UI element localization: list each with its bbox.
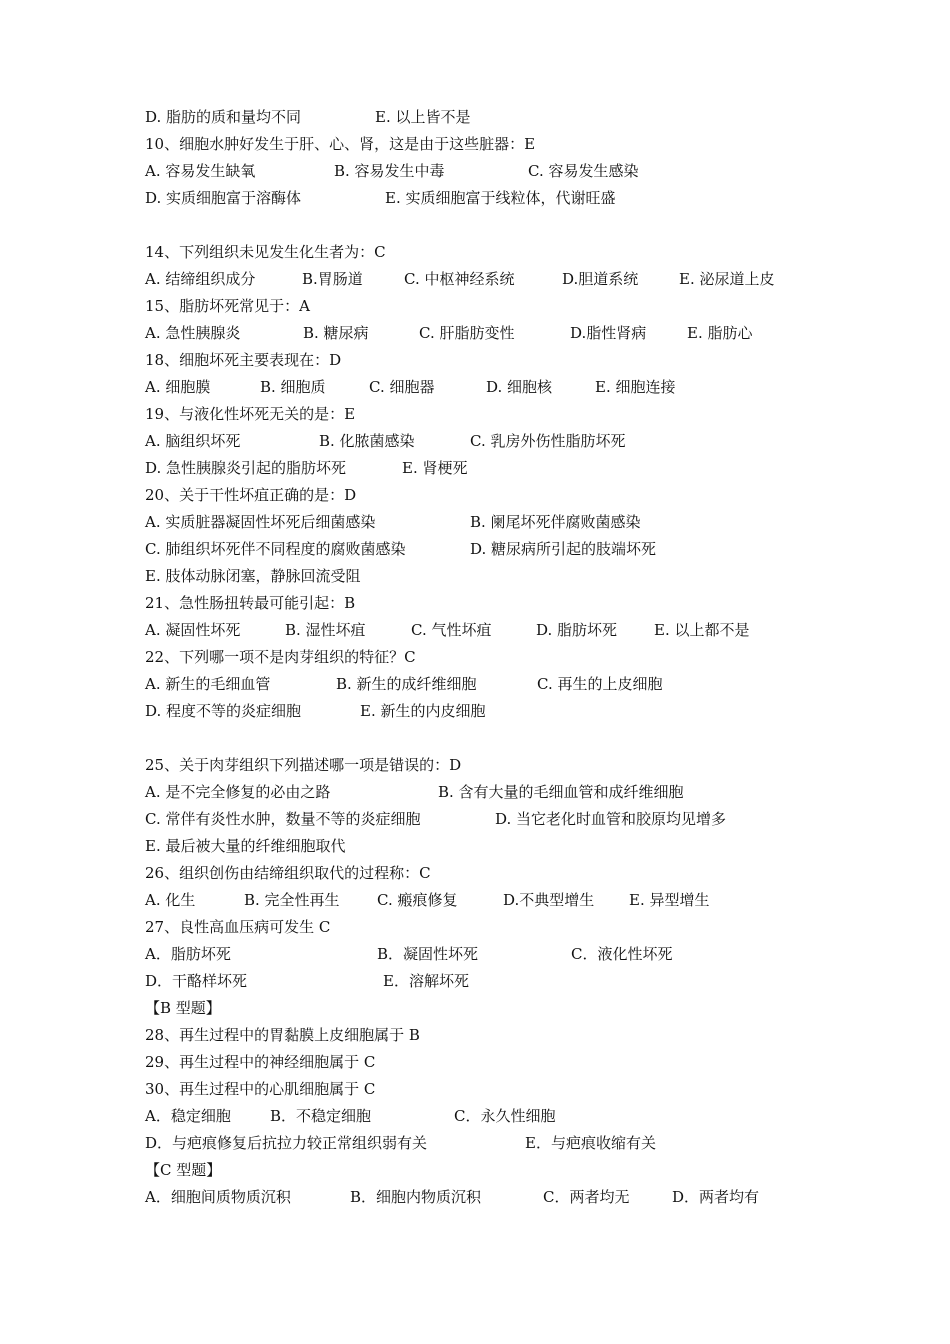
option-text: C．永久性细胞 bbox=[454, 1107, 556, 1125]
line-text: 29、再生过程中的神经细胞属于 C bbox=[145, 1053, 376, 1071]
line-text: 【B 型题】 bbox=[145, 999, 221, 1017]
line-text: D. 程度不等的炎症细胞 bbox=[145, 702, 302, 720]
option-text: D. 当它老化时血管和胶原均见增多 bbox=[495, 810, 727, 828]
option-text: C. 中枢神经系统 bbox=[404, 270, 515, 288]
line-text: 20、关于干性坏疽正确的是：D bbox=[145, 486, 357, 504]
line-text: 26、组织创伤由结缔组织取代的过程称：C bbox=[145, 864, 431, 882]
option-text: E. 肾梗死 bbox=[402, 459, 468, 477]
option-text: E. 新生的内皮细胞 bbox=[360, 702, 486, 720]
option-text: C. 再生的上皮细胞 bbox=[537, 675, 663, 693]
option-text: E．溶解坏死 bbox=[383, 972, 469, 990]
option-text: D. 糖尿病所引起的肢端坏死 bbox=[470, 540, 657, 558]
option-text: E. 异型增生 bbox=[629, 891, 710, 909]
line-text: 28、再生过程中的胃黏膜上皮细胞属于 B bbox=[145, 1026, 420, 1044]
option-text: C. 容易发生感染 bbox=[528, 162, 639, 180]
option-text: B. 含有大量的毛细血管和成纤维细胞 bbox=[438, 783, 684, 801]
line-text: 15、脂肪坏死常见于：A bbox=[145, 297, 310, 315]
option-text: B. 完全性再生 bbox=[244, 891, 340, 909]
line-text: A. 是不完全修复的必由之路 bbox=[145, 783, 331, 801]
line-text: 22、下列哪一项不是肉芽组织的特征？C bbox=[145, 648, 416, 666]
option-text: B. 糖尿病 bbox=[303, 324, 369, 342]
line-text: A. 急性胰腺炎 bbox=[145, 324, 241, 342]
option-text: E. 细胞连接 bbox=[595, 378, 676, 396]
option-text: B. 化脓菌感染 bbox=[319, 432, 415, 450]
option-text: B．不稳定细胞 bbox=[270, 1107, 372, 1125]
line-text: D. 脂肪的质和量均不同 bbox=[145, 108, 302, 126]
option-text: B. 湿性坏疽 bbox=[285, 621, 366, 639]
line-text: E. 肢体动脉闭塞，静脉回流受阻 bbox=[145, 567, 361, 585]
line-text: A．脂肪坏死 bbox=[145, 945, 231, 963]
option-text: D.脂性肾病 bbox=[570, 324, 647, 342]
option-text: D. 脂肪坏死 bbox=[536, 621, 618, 639]
line-text: A. 细胞膜 bbox=[145, 378, 211, 396]
option-text: E. 以上皆不是 bbox=[375, 108, 471, 126]
option-text: B. 容易发生中毒 bbox=[334, 162, 445, 180]
line-text: A. 结缔组织成分 bbox=[145, 270, 256, 288]
option-text: E. 实质细胞富于线粒体，代谢旺盛 bbox=[385, 189, 616, 207]
line-text: C. 肺组织坏死伴不同程度的腐败菌感染 bbox=[145, 540, 406, 558]
option-text: E. 以上都不是 bbox=[654, 621, 750, 639]
line-text: 25、关于肉芽组织下列描述哪一项是错误的：D bbox=[145, 756, 462, 774]
line-text: A．稳定细胞 bbox=[145, 1107, 231, 1125]
option-text: E．与疤痕收缩有关 bbox=[525, 1134, 656, 1152]
option-text: C. 细胞器 bbox=[369, 378, 435, 396]
line-text: D. 实质细胞富于溶酶体 bbox=[145, 189, 302, 207]
line-text: A．细胞间质物质沉积 bbox=[145, 1188, 291, 1206]
option-text: C. 乳房外伤性脂肪坏死 bbox=[470, 432, 626, 450]
line-text: A. 容易发生缺氧 bbox=[145, 162, 256, 180]
option-text: B. 细胞质 bbox=[260, 378, 326, 396]
line-text: D. 急性胰腺炎引起的脂肪坏死 bbox=[145, 459, 347, 477]
line-text: A. 凝固性坏死 bbox=[145, 621, 241, 639]
line-text: D．与疤痕修复后抗拉力较正常组织弱有关 bbox=[145, 1134, 428, 1152]
line-text: 27、良性高血压病可发生 C bbox=[145, 918, 331, 936]
option-text: B．细胞内物质沉积 bbox=[350, 1188, 482, 1206]
option-text: C．液化性坏死 bbox=[571, 945, 673, 963]
line-text: 【C 型题】 bbox=[145, 1161, 222, 1179]
option-text: D. 细胞核 bbox=[486, 378, 553, 396]
line-text: 30、再生过程中的心肌细胞属于 C bbox=[145, 1080, 376, 1098]
line-text: A. 新生的毛细血管 bbox=[145, 675, 271, 693]
line-text: E. 最后被大量的纤维细胞取代 bbox=[145, 837, 346, 855]
line-text: 18、细胞坏死主要表现在：D bbox=[145, 351, 342, 369]
option-text: E. 泌尿道上皮 bbox=[679, 270, 775, 288]
option-text: B. 阑尾坏死伴腐败菌感染 bbox=[470, 513, 641, 531]
line-text: 21、急性肠扭转最可能引起：B bbox=[145, 594, 356, 612]
option-text: C．两者均无 bbox=[543, 1188, 630, 1206]
line-text: A. 脑组织坏死 bbox=[145, 432, 241, 450]
option-text: B．凝固性坏死 bbox=[377, 945, 479, 963]
line-text: 19、与液化性坏死无关的是：E bbox=[145, 405, 356, 423]
line-text: 10、细胞水肿好发生于肝、心、肾，这是由于这些脏器：E bbox=[145, 135, 536, 153]
option-text: C. 瘢痕修复 bbox=[377, 891, 458, 909]
option-text: D．两者均有 bbox=[672, 1188, 760, 1206]
line-text: A. 实质脏器凝固性坏死后细菌感染 bbox=[145, 513, 376, 531]
option-text: C. 气性坏疽 bbox=[411, 621, 492, 639]
option-text: D.胆道系统 bbox=[562, 270, 639, 288]
line-text: C. 常伴有炎性水肿，数量不等的炎症细胞 bbox=[145, 810, 421, 828]
line-text: D．干酪样坏死 bbox=[145, 972, 248, 990]
option-text: B.胃肠道 bbox=[302, 270, 363, 288]
line-text: 14、下列组织未见发生化生者为：C bbox=[145, 243, 386, 261]
line-text: A. 化生 bbox=[145, 891, 196, 909]
option-text: C. 肝脂肪变性 bbox=[419, 324, 515, 342]
option-text: D.不典型增生 bbox=[503, 891, 595, 909]
option-text: B. 新生的成纤维细胞 bbox=[336, 675, 477, 693]
option-text: E. 脂肪心 bbox=[687, 324, 753, 342]
